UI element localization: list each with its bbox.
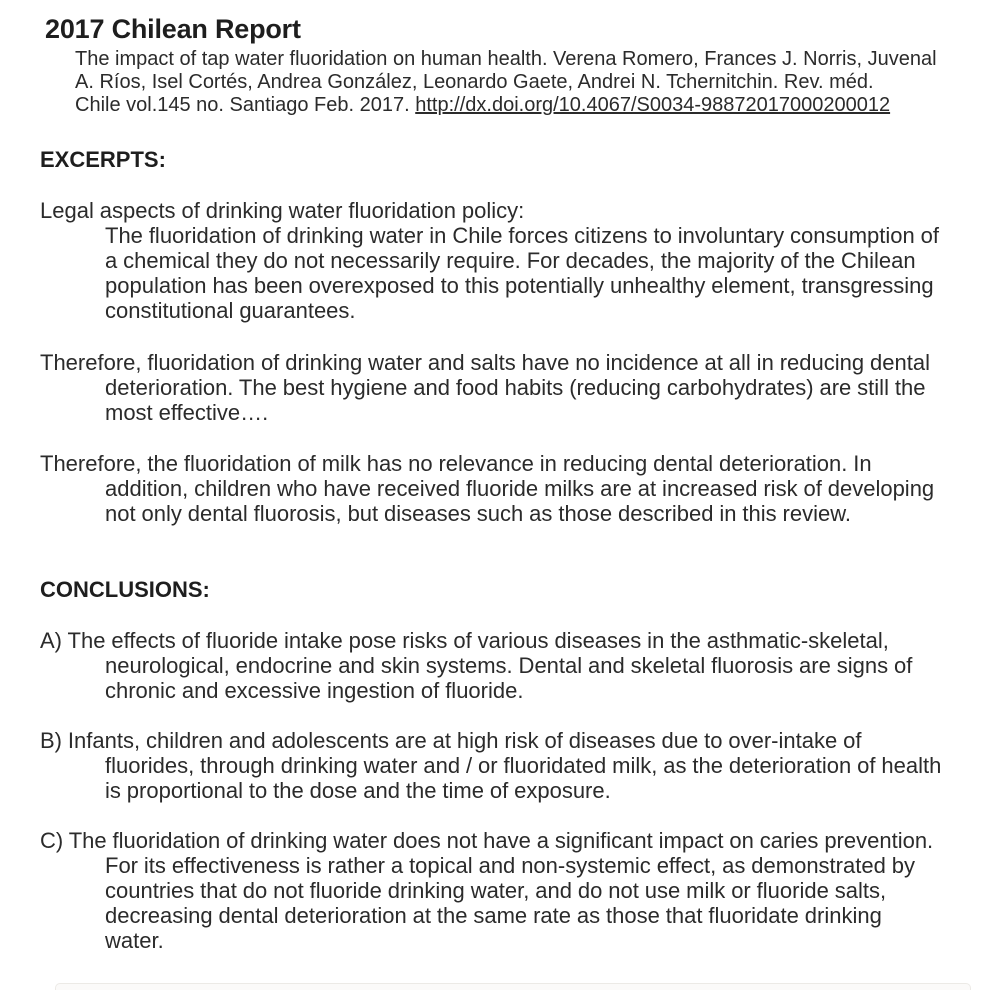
conclusion-item-b: B) Infants, children and adolescents are at high risk of diseases due to over-intake of fluorides, through drinking water and / or fluoridated milk, as the deterioration of health is proportional to the dose and the time of exposure.: [40, 728, 942, 803]
bottom-divider: [55, 983, 971, 990]
citation-line: [75, 94, 944, 117]
excerpt-paragraph-milk: Therefore, the fluoridation of milk has no relevance in reducing dental deterioration. In addition, children who have received fluoride milks are at increased risk of developing not only dental fluorosis, but diseases such as those described in this review.: [40, 451, 935, 526]
conclusion-item-a: A) The effects of fluoride intake pose risks of various diseases in the asthmatic-skeletal, neurological, endocrine and skin systems. Dental and skeletal fluorosis are signs of chronic and excessive ingestion of fluoride.: [40, 628, 913, 703]
conclusion-item-c: C) The fluoridation of drinking water does not have a significant impact on caries prevention. For its effectiveness is rather a topical and non-systemic effect, as demonstrated by countries that do not fluoride drinking water, and do not use milk or fluoride salts, decreasing dental deterioration at the same rate as those that fluoridate drinking water.: [40, 828, 934, 953]
citation: [75, 48, 944, 117]
citation-line: The impact of tap water fluoridation on human health. Verena Romero, Frances J. Norris, Juvenal: [75, 48, 937, 70]
excerpt-paragraph-water-salts: Therefore, fluoridation of drinking water and salts have no incidence at all in reducing dental deterioration. The best hygiene and food habits (reducing carbohydrates) are still the most effective….: [40, 350, 930, 425]
citation-line-text: Chile vol.145 no. Santiago Feb. 2017.: [75, 94, 416, 116]
excerpt-paragraph-legal-lead: Legal aspects of drinking water fluoridation policy:: [40, 198, 525, 223]
excerpts-heading: EXCERPTS:: [40, 147, 166, 172]
page-title: 2017 Chilean Report: [45, 14, 301, 44]
doi-link[interactable]: http://dx.doi.org/10.4067/S0034-98872017000200012: [415, 94, 891, 116]
citation-line: A. Ríos, Isel Cortés, Andrea González, Leonardo Gaete, Andrei N. Tchernitchin. Rev. méd.: [75, 71, 874, 93]
excerpt-paragraph-legal-body: The fluoridation of drinking water in Chile forces citizens to involuntary consumption of a chemical they do not necessarily require. For decades, the majority of the Chilean population has been overexposed to this potentially unhealthy element, transgressing constitutional guarantees.: [105, 223, 940, 323]
conclusions-heading: CONCLUSIONS:: [40, 577, 210, 602]
excerpt-paragraph-legal: [40, 198, 944, 323]
